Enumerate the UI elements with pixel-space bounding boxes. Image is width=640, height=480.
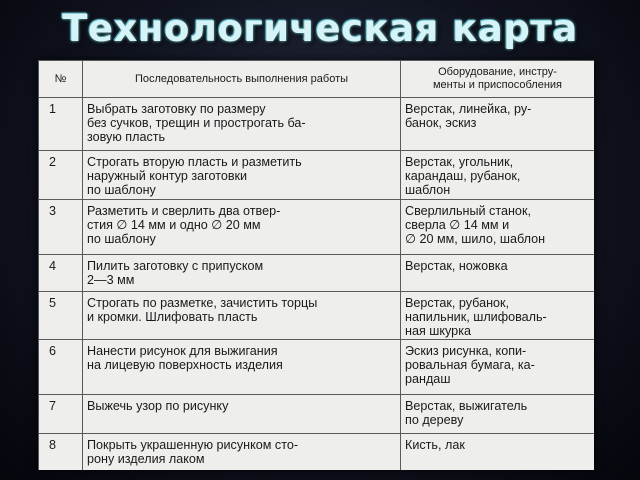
table-row	[39, 395, 595, 434]
row-work: Нанести рисунок для выжигания на лицевую поверхность изделия	[83, 340, 401, 395]
row-tools: Верстак, ножовка	[401, 255, 595, 292]
table-row	[39, 292, 595, 340]
header-number: №	[39, 61, 83, 98]
document-sheet	[38, 60, 594, 470]
header-sequence: Последовательность выполнения работы	[83, 61, 401, 98]
row-number: 6	[39, 340, 83, 395]
row-number: 7	[39, 395, 83, 434]
table-row	[39, 434, 595, 471]
row-tools: Кисть, лак	[401, 434, 595, 471]
row-number: 4	[39, 255, 83, 292]
table-row	[39, 255, 595, 292]
row-work: Строгать по разметке, зачистить торцы и кромки. Шлифовать пласть	[83, 292, 401, 340]
row-work: Выбрать заготовку по размеру без сучков, трещин и прострогать ба- зовую пласть	[83, 98, 401, 151]
row-tools: Верстак, рубанок, напильник, шлифоваль- ная шкурка	[401, 292, 595, 340]
table-row	[39, 151, 595, 200]
row-tools: Верстак, угольник, карандаш, рубанок, шаблон	[401, 151, 595, 200]
row-number: 8	[39, 434, 83, 471]
row-number: 3	[39, 200, 83, 255]
page-title: Технологическая карта	[62, 7, 578, 50]
row-work: Разметить и сверлить два отвер- стия ∅ 14 мм и одно ∅ 20 мм по шаблону	[83, 200, 401, 255]
header-equipment: Оборудование, инстру- менты и приспособления	[401, 61, 595, 98]
row-tools: Верстак, линейка, ру- банок, эскиз	[401, 98, 595, 151]
row-work: Строгать вторую пласть и разметить наружный контур заготовки по шаблону	[83, 151, 401, 200]
row-work: Выжечь узор по рисунку	[83, 395, 401, 434]
row-work: Покрыть украшенную рисунком сто- рону изделия лаком	[83, 434, 401, 471]
table-row	[39, 340, 595, 395]
technological-map-table	[38, 60, 594, 470]
row-number: 1	[39, 98, 83, 151]
table-row	[39, 200, 595, 255]
row-tools: Эскиз рисунка, копи- ровальная бумага, ка- рандаш	[401, 340, 595, 395]
row-work: Пилить заготовку с припуском 2—3 мм	[83, 255, 401, 292]
row-number: 5	[39, 292, 83, 340]
row-tools: Верстак, выжигатель по дереву	[401, 395, 595, 434]
row-tools: Сверлильный станок, сверла ∅ 14 мм и ∅ 20 мм, шило, шаблон	[401, 200, 595, 255]
row-number: 2	[39, 151, 83, 200]
table-header-row	[39, 61, 595, 98]
table-row	[39, 98, 595, 151]
